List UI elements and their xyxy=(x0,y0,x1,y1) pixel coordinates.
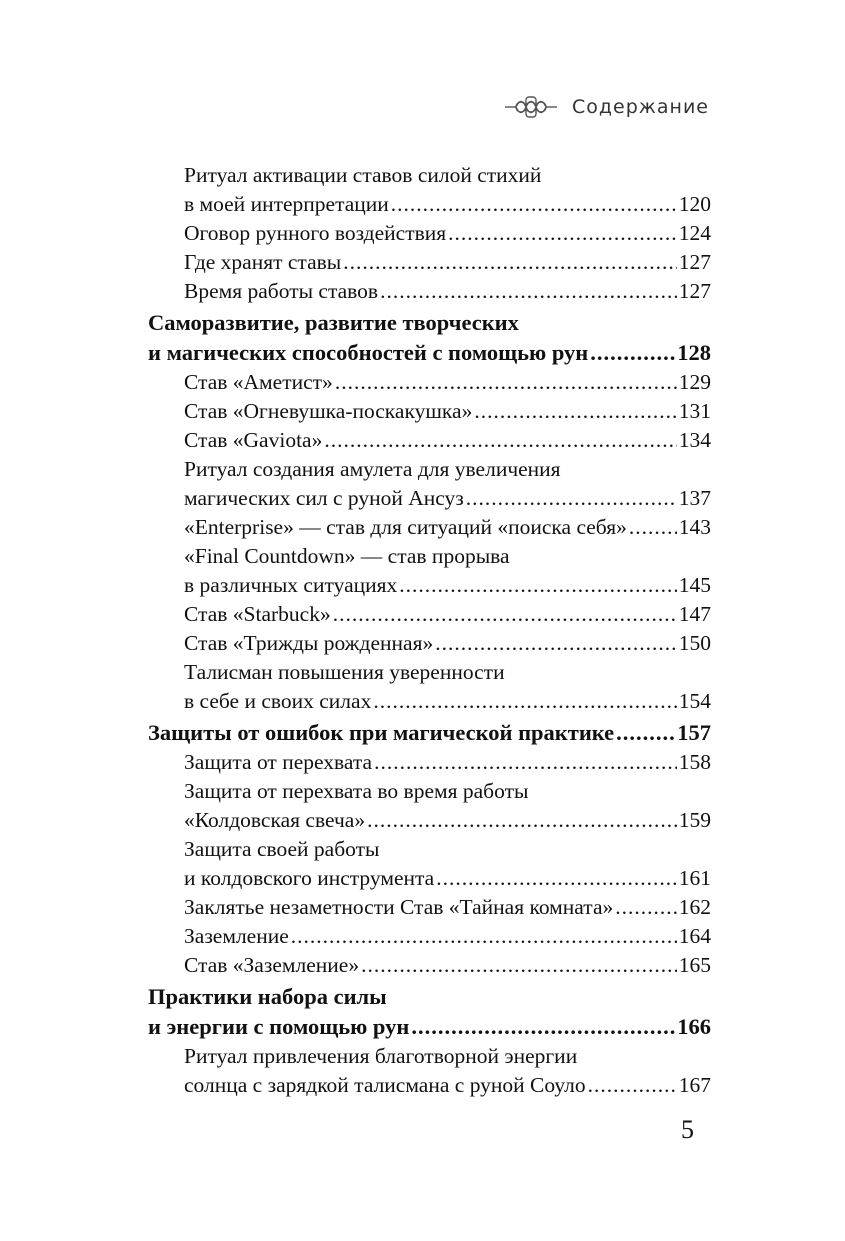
toc-entry[interactable] xyxy=(148,748,711,777)
leader-dots xyxy=(590,338,675,368)
toc-entry-title: магических сил с руной Ансуз xyxy=(184,486,464,510)
toc-entry[interactable] xyxy=(148,893,711,922)
leader-dots xyxy=(411,1012,675,1042)
toc-entry-line xyxy=(184,542,711,571)
leader-dots xyxy=(436,864,677,893)
toc-entry-line xyxy=(184,248,711,277)
toc-page-number: 129 xyxy=(678,370,711,394)
toc-entry-title: Став «Gaviota» xyxy=(184,428,323,452)
toc-entry-line xyxy=(184,951,711,980)
toc-entry-line xyxy=(184,571,711,600)
toc-entry-line xyxy=(184,687,711,716)
toc-page-number: 143 xyxy=(678,515,711,539)
toc-page-number: 166 xyxy=(677,1014,711,1039)
leader-dots xyxy=(333,600,677,629)
toc-entry-title: «Колдовская свеча» xyxy=(184,808,366,832)
leader-dots xyxy=(343,248,677,277)
leader-dots xyxy=(629,513,677,542)
toc-entry-title: Защита от перехвата во время работы xyxy=(184,779,529,803)
toc-page-number: 127 xyxy=(678,279,711,303)
toc-entry-line xyxy=(184,1042,711,1071)
toc-page-number: 154 xyxy=(678,689,711,713)
toc-entry-line xyxy=(148,338,711,368)
toc-page-number: 131 xyxy=(678,399,711,423)
toc-page-number: 120 xyxy=(678,192,711,216)
page-number: 5 xyxy=(681,1115,694,1144)
toc-entry-line xyxy=(184,893,711,922)
toc-entry-line xyxy=(148,1012,711,1042)
toc-entry-line xyxy=(184,1071,711,1100)
toc-entry-title: Ритуал активации ставов силой стихий xyxy=(184,163,542,187)
toc-entry[interactable] xyxy=(148,629,711,658)
toc-entry[interactable] xyxy=(148,277,711,306)
leader-dots xyxy=(373,687,676,716)
toc-entry[interactable] xyxy=(148,1042,711,1100)
toc-page-number: 161 xyxy=(678,866,711,890)
toc-entry[interactable] xyxy=(148,777,711,835)
toc-entry-title: и колдовского инструмента xyxy=(184,866,435,890)
leader-dots xyxy=(374,748,677,777)
toc-entry-line xyxy=(184,629,711,658)
toc-page-number: 137 xyxy=(678,486,711,510)
leader-dots xyxy=(391,190,677,219)
celtic-knot-icon xyxy=(504,92,558,122)
toc-page-number: 127 xyxy=(678,250,711,274)
toc-entry[interactable] xyxy=(148,513,711,542)
leader-dots xyxy=(361,951,677,980)
leader-dots xyxy=(615,893,677,922)
toc-entry-title: Став «Огневушка-поскакушка» xyxy=(184,399,473,423)
toc-entry[interactable] xyxy=(148,542,711,600)
toc-entry-title: Время работы ставов xyxy=(184,279,379,303)
toc-entry-line xyxy=(184,922,711,951)
toc-entry-title: и магических способностей с помощью рун xyxy=(148,340,589,365)
toc-page-number: 164 xyxy=(678,924,711,948)
toc-page-number: 159 xyxy=(678,808,711,832)
toc-entry-title: Защита своей работы xyxy=(184,837,380,861)
toc-entry-title: Оговор рунного воздействия xyxy=(184,221,447,245)
toc-entry-title: Ритуал привлечения благотворной энергии xyxy=(184,1044,578,1068)
toc-entry-line xyxy=(148,982,711,1012)
leader-dots xyxy=(324,426,676,455)
toc-entry[interactable] xyxy=(148,219,711,248)
toc-entry-line xyxy=(184,835,711,864)
leader-dots xyxy=(435,629,677,658)
toc-section-entry[interactable] xyxy=(148,982,711,1042)
toc-entry[interactable] xyxy=(148,922,711,951)
leader-dots xyxy=(466,484,677,513)
toc-entry-line xyxy=(184,397,711,426)
toc-entry[interactable] xyxy=(148,248,711,277)
toc-entry[interactable] xyxy=(148,397,711,426)
toc-page-number: 157 xyxy=(677,720,711,745)
leader-dots xyxy=(367,806,677,835)
toc-entry-line xyxy=(184,190,711,219)
toc-entry[interactable] xyxy=(148,368,711,397)
toc-entry-line xyxy=(148,308,711,338)
toc-entry-title: Практики набора силы xyxy=(148,984,387,1009)
toc-entry-line xyxy=(184,513,711,542)
toc-entry-title: Став «Starbuck» xyxy=(184,602,331,626)
toc-page-number: 167 xyxy=(678,1073,711,1097)
toc-page-number: 150 xyxy=(678,631,711,655)
toc-entry[interactable] xyxy=(148,658,711,716)
toc-entry-line xyxy=(184,864,711,893)
leader-dots xyxy=(399,571,676,600)
toc-entry-title: Став «Аметист» xyxy=(184,370,333,394)
toc-entry-title: Саморазвитие, развитие творческих xyxy=(148,310,519,335)
toc-page-number: 128 xyxy=(677,340,711,365)
toc-entry-line xyxy=(184,219,711,248)
leader-dots xyxy=(588,1071,677,1100)
toc-entry-title: «Final Countdown» — став прорыва xyxy=(184,544,510,568)
toc-entry-title: в моей интерпретации xyxy=(184,192,389,216)
toc-entry[interactable] xyxy=(148,161,711,219)
toc-entry-line xyxy=(184,806,711,835)
toc-entry[interactable] xyxy=(148,835,711,893)
toc-entry[interactable] xyxy=(148,455,711,513)
toc-entry-line xyxy=(184,748,711,777)
toc-entry-line xyxy=(184,277,711,306)
toc-page-number: 162 xyxy=(678,895,711,919)
leader-dots xyxy=(335,368,677,397)
toc-page-number: 158 xyxy=(678,750,711,774)
toc-page-number: 147 xyxy=(678,602,711,626)
toc-page-number: 165 xyxy=(678,953,711,977)
leader-dots xyxy=(474,397,676,426)
toc-entry-title: «Enterprise» — став для ситуаций «поиска себя» xyxy=(184,515,627,539)
toc-entry[interactable] xyxy=(148,600,711,629)
toc-entry-line xyxy=(184,484,711,513)
toc-entry-title: Ритуал создания амулета для увеличения xyxy=(184,457,561,481)
leader-dots xyxy=(380,277,677,306)
leader-dots xyxy=(448,219,677,248)
toc-entry-line xyxy=(184,658,711,687)
toc-entry-title: и энергии с помощью рун xyxy=(148,1014,410,1039)
toc-entry-title: Защиты от ошибок при магической практике xyxy=(148,720,615,745)
toc-entry-title: в себе и своих силах xyxy=(184,689,372,713)
toc-entry-title: в различных ситуациях xyxy=(184,573,398,597)
toc-entry-title: Заземление xyxy=(184,924,289,948)
leader-dots xyxy=(616,718,675,748)
table-of-contents xyxy=(148,161,711,1100)
toc-entry-title: Заклятье незаметности Став «Тайная комната» xyxy=(184,895,614,919)
toc-entry-line xyxy=(148,718,711,748)
toc-entry-line xyxy=(184,600,711,629)
toc-section-entry[interactable] xyxy=(148,718,711,748)
toc-entry-line xyxy=(184,426,711,455)
toc-entry-title: Став «Заземление» xyxy=(184,953,360,977)
toc-page-number: 124 xyxy=(678,221,711,245)
toc-entry-line xyxy=(184,455,711,484)
toc-page-number: 134 xyxy=(678,428,711,452)
toc-entry-line xyxy=(184,777,711,806)
leader-dots xyxy=(291,922,677,951)
toc-entry-title: Талисман повышения уверенности xyxy=(184,660,505,684)
toc-entry-line xyxy=(184,368,711,397)
toc-section-entry[interactable] xyxy=(148,308,711,368)
header-title: Содержание xyxy=(572,96,709,118)
toc-entry-title: солнца с зарядкой талисмана с руной Соуло xyxy=(184,1073,586,1097)
toc-entry-title: Где хранят ставы xyxy=(184,250,342,274)
toc-page-number: 145 xyxy=(678,573,711,597)
running-header xyxy=(504,92,709,122)
toc-entry-title: Защита от перехвата xyxy=(184,750,373,774)
toc-entry-line xyxy=(184,161,711,190)
toc-entry[interactable] xyxy=(148,426,711,455)
toc-entry-title: Став «Трижды рожденная» xyxy=(184,631,434,655)
toc-entry[interactable] xyxy=(148,951,711,980)
